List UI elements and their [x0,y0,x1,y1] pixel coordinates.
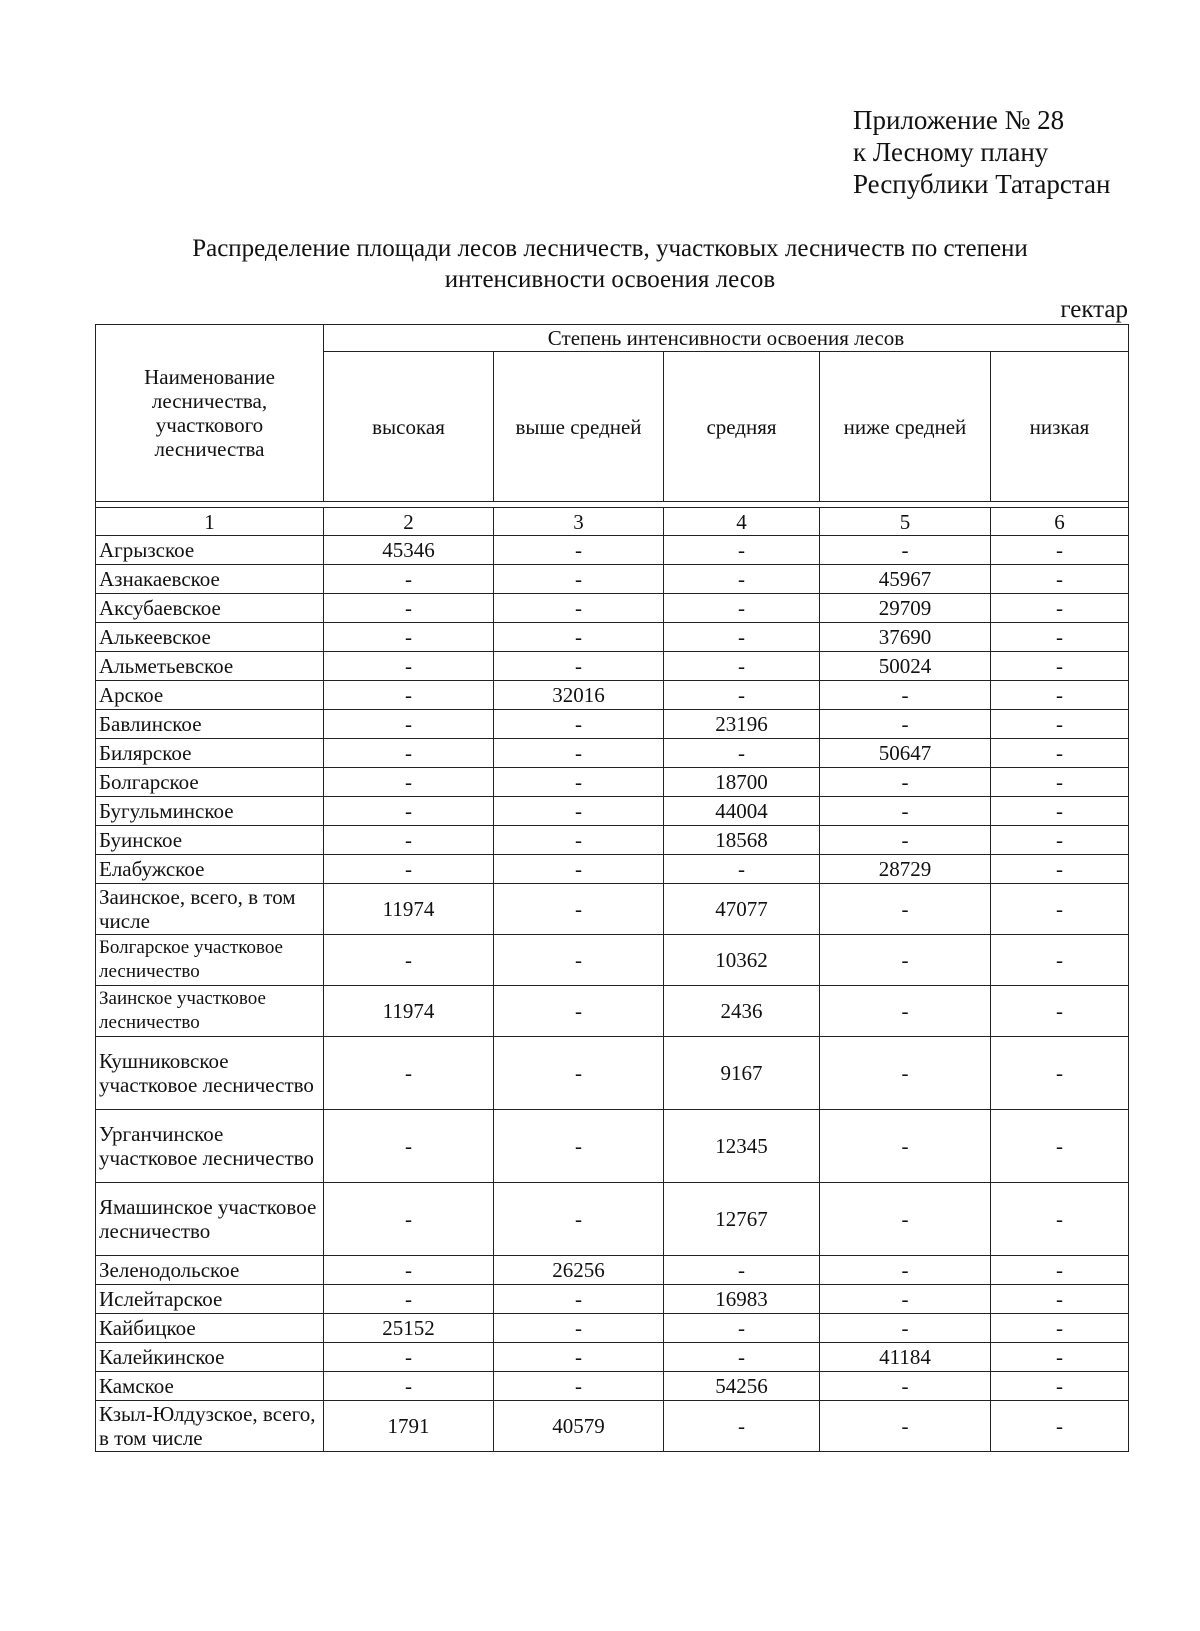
area-value-cell: - [324,826,494,855]
area-value-cell: - [991,826,1129,855]
area-value-cell: - [820,1372,991,1401]
forestry-name-cell: Алькеевское [96,623,324,652]
area-value-cell: - [324,1343,494,1372]
area-value-cell: 50024 [820,652,991,681]
area-value-cell: - [820,797,991,826]
area-value-cell: - [991,536,1129,565]
area-value-cell: - [991,681,1129,710]
column-number: 1 [96,508,324,536]
area-value-cell: - [820,1401,991,1452]
table-row [96,565,1129,594]
area-value-cell: 10362 [664,935,820,986]
forestry-name-cell: Кушниковское участковое лесничество [96,1037,324,1110]
area-value-cell: 11974 [324,986,494,1037]
area-value-cell: 45346 [324,536,494,565]
table-row [96,855,1129,884]
area-value-cell: - [664,681,820,710]
area-value-cell: - [494,768,664,797]
area-value-cell: - [991,594,1129,623]
area-value-cell: 25152 [324,1314,494,1343]
area-value-cell: 12345 [664,1110,820,1183]
column-header-low: низкая [991,352,1129,502]
area-value-cell: - [324,1372,494,1401]
area-value-cell: - [991,710,1129,739]
forestry-name-cell: Болгарское участковое лесничество [96,935,324,986]
title-line-2: интенсивности освоения лесов [444,266,776,293]
forestry-name-cell: Билярское [96,739,324,768]
area-value-cell: - [324,652,494,681]
area-value-cell: 1791 [324,1401,494,1452]
area-value-cell: - [820,710,991,739]
area-value-cell: 2436 [664,986,820,1037]
area-value-cell: - [991,652,1129,681]
area-value-cell: - [494,935,664,986]
area-value-cell: - [820,681,991,710]
forestry-name-cell: Калейкинское [96,1343,324,1372]
table-row [96,986,1129,1037]
area-value-cell: - [494,1372,664,1401]
area-value-cell: - [991,1183,1129,1256]
forestry-name-cell: Болгарское [96,768,324,797]
area-value-cell: - [991,1256,1129,1285]
area-value-cell: - [494,652,664,681]
area-value-cell: - [664,739,820,768]
area-value-cell: - [820,768,991,797]
table-row [96,1037,1129,1110]
table-row [96,1343,1129,1372]
area-value-cell: - [324,1110,494,1183]
column-number: 3 [494,508,664,536]
forestry-name-cell: Арское [96,681,324,710]
area-value-cell: - [991,565,1129,594]
area-value-cell: - [494,1285,664,1314]
area-value-cell: - [991,986,1129,1037]
forestry-name-cell: Кзыл-Юлдузское, всего, в том числе [96,1401,324,1452]
forestry-name-cell: Ямашинское участковое лесничество [96,1183,324,1256]
document-title [100,233,1120,295]
area-value-cell: - [324,1256,494,1285]
area-value-cell: 40579 [494,1401,664,1452]
area-value-cell: - [494,884,664,935]
area-value-cell: - [494,1314,664,1343]
area-value-cell: 23196 [664,710,820,739]
table-row [96,1401,1129,1452]
column-number-row [96,508,1129,536]
area-value-cell: - [494,1110,664,1183]
table-row [96,536,1129,565]
intensity-group-header: Степень интенсивности освоения лесов [324,325,1129,352]
area-value-cell: - [324,855,494,884]
area-value-cell: - [494,986,664,1037]
area-value-cell: - [664,536,820,565]
forestry-name-cell: Буинское [96,826,324,855]
forestry-name-cell: Заинское, всего, в том числе [96,884,324,935]
table-row [96,768,1129,797]
area-value-cell: 28729 [820,855,991,884]
area-value-cell: 9167 [664,1037,820,1110]
forestry-name-cell: Зеленодольское [96,1256,324,1285]
area-value-cell: - [820,1037,991,1110]
forestry-name-cell: Кайбицкое [96,1314,324,1343]
area-value-cell: - [494,855,664,884]
name-column-header: Наименование лесничества, участкового лесничества [96,325,324,502]
area-value-cell: - [991,1343,1129,1372]
area-value-cell: - [494,1183,664,1256]
area-value-cell: - [991,884,1129,935]
title-line-1: Распределение площади лесов лесничеств, участковых лесничеств по степени [192,235,1028,262]
forest-area-table [95,324,1129,1452]
area-value-cell: - [324,797,494,826]
table-body [96,536,1129,1452]
area-value-cell: 18568 [664,826,820,855]
area-value-cell: - [991,797,1129,826]
column-number: 2 [324,508,494,536]
column-header-average: средняя [664,352,820,502]
area-value-cell: 54256 [664,1372,820,1401]
column-header-below-average: ниже средней [820,352,991,502]
column-header-high: высокая [324,352,494,502]
area-value-cell: - [820,1183,991,1256]
forestry-name-cell: Камское [96,1372,324,1401]
area-value-cell: - [820,986,991,1037]
area-value-cell: - [494,1037,664,1110]
area-value-cell: 26256 [494,1256,664,1285]
appendix-note [853,104,1110,200]
area-value-cell: - [324,1285,494,1314]
area-value-cell: - [324,623,494,652]
area-value-cell: 44004 [664,797,820,826]
table-row [96,1314,1129,1343]
area-value-cell: 18700 [664,768,820,797]
area-value-cell: - [820,884,991,935]
column-number: 4 [664,508,820,536]
table-row [96,739,1129,768]
area-value-cell: - [324,681,494,710]
table-row [96,884,1129,935]
area-value-cell: - [664,652,820,681]
area-value-cell: - [820,1314,991,1343]
area-value-cell: - [820,826,991,855]
area-value-cell: - [820,1256,991,1285]
area-value-cell: - [494,1343,664,1372]
area-value-cell: 45967 [820,565,991,594]
appendix-line-2: к Лесному плану [853,137,1049,167]
area-value-cell: 12767 [664,1183,820,1256]
area-value-cell: - [991,768,1129,797]
area-value-cell: - [324,935,494,986]
area-value-cell: - [324,565,494,594]
forestry-name-cell: Агрызское [96,536,324,565]
area-value-cell: - [324,594,494,623]
area-value-cell: - [664,1343,820,1372]
area-value-cell: - [494,826,664,855]
table-row [96,623,1129,652]
table-row [96,1372,1129,1401]
area-value-cell: - [991,1110,1129,1183]
area-value-cell: - [324,1037,494,1110]
forestry-name-cell: Елабужское [96,855,324,884]
area-value-cell: - [991,935,1129,986]
forestry-name-cell: Бугульминское [96,797,324,826]
forestry-name-cell: Альметьевское [96,652,324,681]
area-value-cell: 11974 [324,884,494,935]
area-value-cell: 32016 [494,681,664,710]
area-value-cell: - [664,1401,820,1452]
area-value-cell: 47077 [664,884,820,935]
area-value-cell: - [991,855,1129,884]
area-value-cell: - [820,1110,991,1183]
table-row [96,797,1129,826]
table-row [96,710,1129,739]
area-value-cell: - [324,739,494,768]
unit-label: гектар [1060,296,1128,323]
forestry-name-cell: Заинское участковое лесничество [96,986,324,1037]
area-value-cell: - [494,565,664,594]
area-value-cell: - [324,768,494,797]
area-value-cell: - [494,623,664,652]
table-row [96,1110,1129,1183]
appendix-line-3: Республики Татарстан [853,169,1111,199]
table-row [96,826,1129,855]
area-value-cell: - [991,1037,1129,1110]
table-row [96,1183,1129,1256]
column-number: 5 [820,508,991,536]
area-value-cell: - [494,710,664,739]
area-value-cell: - [991,1285,1129,1314]
area-value-cell: - [664,1314,820,1343]
area-value-cell: - [664,565,820,594]
area-value-cell: - [991,1372,1129,1401]
area-value-cell: 41184 [820,1343,991,1372]
area-value-cell: - [494,797,664,826]
area-value-cell: 29709 [820,594,991,623]
table-row [96,1285,1129,1314]
area-value-cell: - [664,623,820,652]
table-row [96,935,1129,986]
area-value-cell: - [664,855,820,884]
table-row [96,594,1129,623]
column-number: 6 [991,508,1129,536]
area-value-cell: - [991,623,1129,652]
area-value-cell: - [324,1183,494,1256]
table-row [96,681,1129,710]
forestry-name-cell: Азнакаевское [96,565,324,594]
appendix-line-1: Приложение № 28 [853,105,1065,135]
area-value-cell: - [664,1256,820,1285]
area-value-cell: - [820,935,991,986]
area-value-cell: - [820,536,991,565]
area-value-cell: 50647 [820,739,991,768]
table-row [96,652,1129,681]
area-value-cell: 16983 [664,1285,820,1314]
area-value-cell: - [820,1285,991,1314]
area-value-cell: - [324,710,494,739]
table-row [96,1256,1129,1285]
forestry-name-cell: Урганчинское участковое лесничество [96,1110,324,1183]
area-value-cell: - [991,1314,1129,1343]
area-value-cell: - [991,739,1129,768]
forestry-name-cell: Ислейтарское [96,1285,324,1314]
area-value-cell: - [494,594,664,623]
forestry-name-cell: Аксубаевское [96,594,324,623]
area-value-cell: 37690 [820,623,991,652]
column-header-above-average: выше средней [494,352,664,502]
area-value-cell: - [991,1401,1129,1452]
forestry-name-cell: Бавлинское [96,710,324,739]
area-value-cell: - [494,739,664,768]
area-value-cell: - [494,536,664,565]
area-value-cell: - [664,594,820,623]
